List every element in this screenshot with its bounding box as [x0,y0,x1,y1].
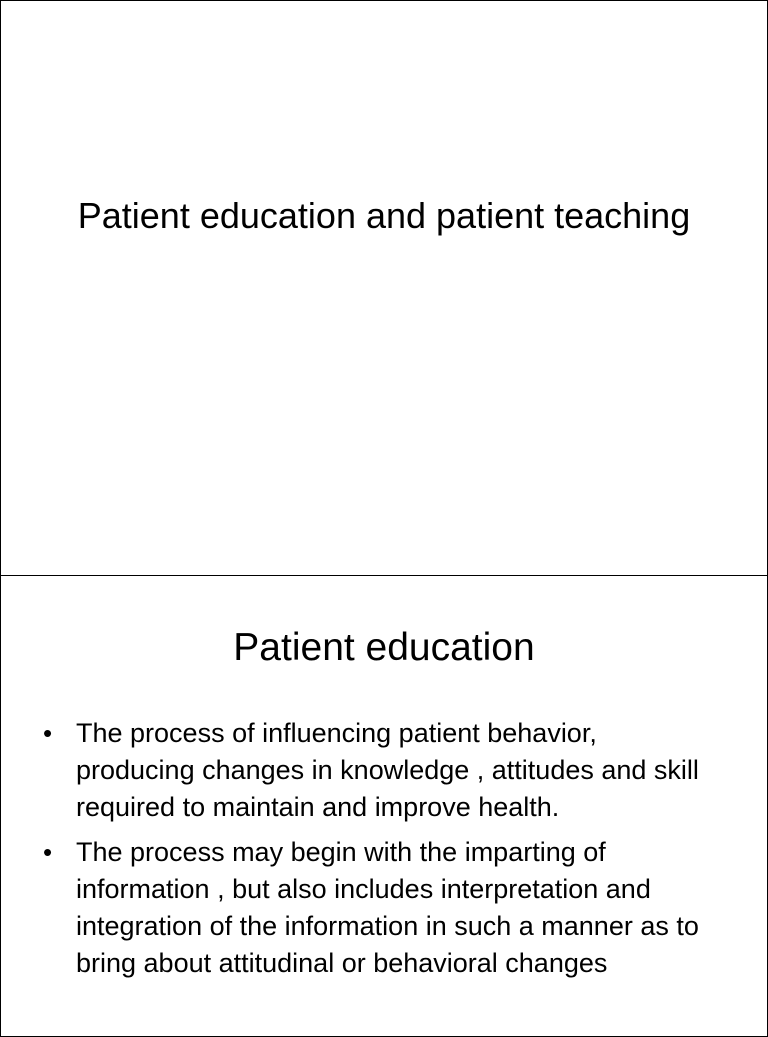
bullet-icon: • [43,837,53,867]
bullet-item [41,834,721,982]
content-slide [0,575,768,1037]
slide-title: Patient education and patient teaching [77,195,691,236]
bullet-text: The process of influencing patient behavior, producing changes in knowledge , attitudes and skill required to maintain and improve health. [76,718,699,822]
bullet-text: The process may begin with the imparting of information , but also includes interpretation and integration of the information in such a manner as to bring about attitudinal or behavioral changes [76,837,699,978]
bullet-list [41,715,721,990]
bullet-item [41,715,721,826]
bullet-icon: • [43,718,53,748]
slide-heading: Patient education [233,626,535,669]
